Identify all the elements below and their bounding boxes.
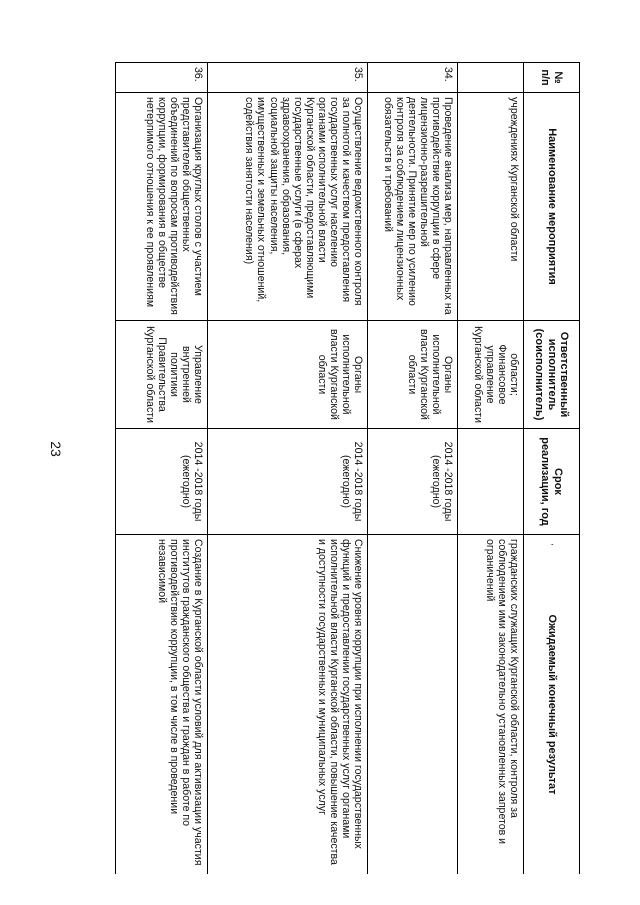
row-result: Создание в Курганской области условий для активизации участия институтов гражданского общества и граждан в работе по противодействию коррупции, в том числе в проведении независимой [116, 535, 208, 875]
row-executor: Управление внутренней политики Правительства Курганской области [116, 321, 208, 429]
row-term: 2014 -2018 годы (ежегодно) [208, 429, 368, 535]
row-executor: Органы исполнительной власти Курганской области [208, 321, 368, 429]
header-result: Ожидаемый конечный результат [524, 535, 580, 875]
row-name: Осуществление ведомственного контроля за полнотой и качеством предоставления государственных услуг населению органами исполнительной власти Курганской области, предоставляющими государственные услуги (в сферах здравоохранения, образования, социальной защиты населения, имущественных и земельных отношений, содействия занятости населения) [208, 93, 368, 321]
row-num: 35. [208, 63, 368, 93]
row-executor: области; Финансовое управление Курганской области [458, 321, 524, 429]
row-executor: Органы исполнительной власти Курганской области [368, 321, 458, 429]
row-result: гражданских служащих Курганской области, контроля за соблюдением ими законодательно установленных запретов и ограничений [458, 535, 524, 875]
row-num [458, 63, 524, 93]
row-term: 2014 -2018 годы (ежегодно) [368, 429, 458, 535]
header-num: № п/п [524, 63, 580, 93]
header-name: Наименование мероприятия [524, 93, 580, 321]
row-name: Организация круглых столов с участием представителей общественных объединений по вопросам противодействия коррупции, формирования в обществе нетерпимого отношения к ее проявлениям [116, 93, 208, 321]
row-name: учреждениях Курганской области [458, 93, 524, 321]
row-term [458, 429, 524, 535]
row-term: 2014 -2018 годы (ежегодно) [116, 429, 208, 535]
rotated-page [96, 62, 580, 874]
row-result: Снижение уровня коррупции при исполнении государственных функций и предоставлении государственных услуг органами исполнительной власти Курганской области, повышение качества и доступности государственных и муниципальных услуг [208, 535, 368, 875]
table-row [116, 63, 208, 875]
table-row [368, 63, 458, 875]
row-num: 36. [116, 63, 208, 93]
table-row [458, 63, 524, 875]
row-num: 34. [368, 63, 458, 93]
measures-table [115, 62, 580, 874]
rotated-content [96, 62, 580, 874]
page-number: 23 [48, 441, 64, 457]
row-name: Проведение анализа мер, направленных на противодействие коррупции в сфере лицензионно-разрешительной деятельности. Принятие мер по усилению контроля за соблюдением лицензионных обязательств и требований [368, 93, 458, 321]
header-term: Срок реализации, год [524, 429, 580, 535]
row-result [368, 535, 458, 875]
scan-mark: , [548, 543, 560, 546]
header-executor: Ответственный исполнитель (соисполнитель) [524, 321, 580, 429]
table-row [208, 63, 368, 875]
table-header-row [524, 63, 580, 875]
